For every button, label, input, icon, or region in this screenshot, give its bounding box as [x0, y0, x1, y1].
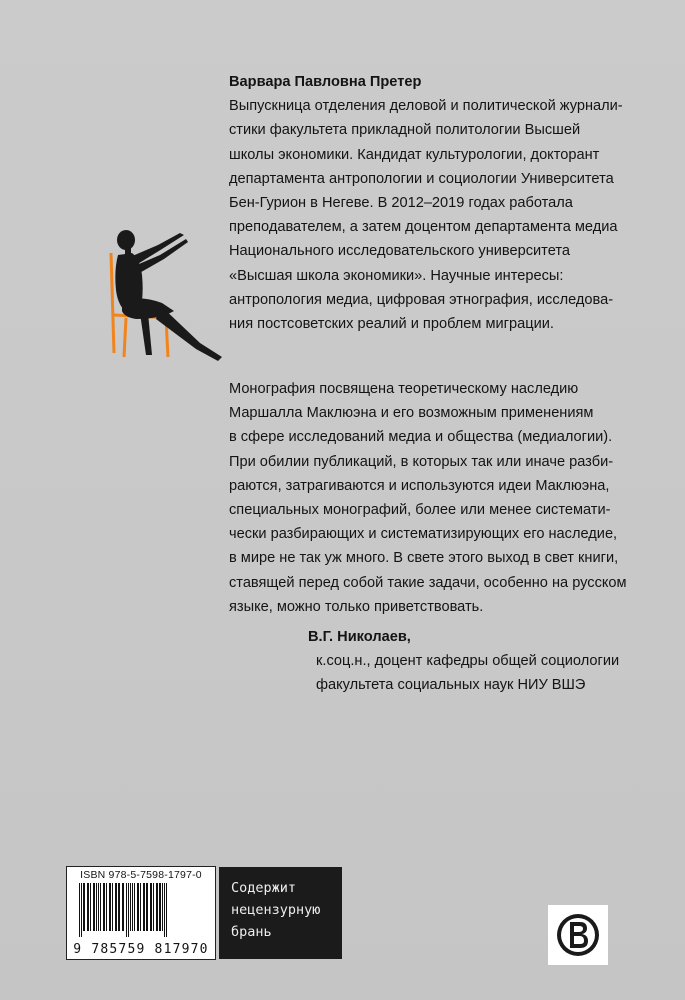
description-line: в мире не так уж много. В свете этого выход в свет книги,: [229, 550, 619, 567]
barcode-bar: [143, 883, 145, 931]
barcode-bar: [96, 883, 97, 931]
seated-figure-illustration: [100, 215, 240, 365]
description-line: специальных монографий, более или менее системати-: [229, 502, 611, 519]
description-line: ставящей перед собой такие задачи, особенно на русском: [229, 574, 627, 591]
barcode-bars: [77, 883, 205, 937]
barcode-bar: [79, 883, 80, 937]
hse-publisher-logo-icon: [548, 905, 608, 965]
barcode-bar: [166, 883, 167, 937]
bio-line: школы экономики. Кандидат культурологии, докторант: [229, 146, 600, 163]
author-section: [229, 70, 623, 336]
reviewer-affiliation: факультета социальных наук НИУ ВШЭ: [316, 677, 586, 693]
barcode-bar: [164, 883, 165, 937]
barcode-bar: [156, 883, 158, 931]
barcode-bar: [87, 883, 89, 931]
description-line: Монография посвящена теоретическому наследию: [229, 381, 579, 397]
description-line: раются, затрагиваются и используются идеи Маклюэна,: [229, 477, 610, 494]
warning-line: нецензурную: [231, 902, 321, 918]
barcode-bar: [112, 883, 113, 931]
bio-line: департамента антропологии и социологии Университета: [229, 170, 614, 187]
barcode-bar: [115, 883, 117, 931]
barcode-bar: [106, 883, 107, 931]
warning-line: брань: [231, 924, 272, 940]
description-line: Маршалла Маклюэна и его возможным применениям: [229, 405, 594, 422]
reviewer-signature: [308, 625, 619, 697]
barcode-digits: 9 785759 817970: [73, 942, 209, 957]
barcode-bar: [140, 883, 141, 931]
barcode-bar: [159, 883, 161, 931]
barcode-bar: [130, 883, 131, 931]
barcode-bar: [100, 883, 101, 931]
bio-line: антропология медиа, цифровая этнография, исследова-: [229, 291, 614, 308]
book-description: [229, 377, 627, 619]
bio-line: «Высшая школа экономики». Научные интересы:: [229, 267, 564, 284]
barcode-bar: [118, 883, 120, 931]
barcode-bar: [81, 883, 82, 937]
barcode-bar: [109, 883, 111, 931]
bio-line: Бен-Гурион в Негеве. В 2012–2019 годах работала: [229, 195, 573, 212]
bio-line: преподавателем, а затем доцентом департамента медиа: [229, 219, 618, 236]
bio-line: Выпускница отделения деловой и политической журнали-: [229, 98, 623, 115]
description-line: в сфере исследований медиа и общества (медиалогии).: [229, 429, 613, 446]
isbn-label: ISBN 978-5-7598-1797-0: [80, 869, 202, 881]
description-line: языке, можно только приветствовать.: [229, 598, 484, 615]
content-warning-label: [219, 867, 342, 959]
bio-line: Национального исследовательского университета: [229, 243, 570, 260]
reviewer-title: к.соц.н., доцент кафедры общей социологии: [316, 653, 620, 669]
barcode-bar: [128, 883, 129, 937]
description-line: При обилии публикаций, в которых так или иначе разби-: [229, 453, 614, 470]
barcode-bar: [132, 883, 133, 931]
barcode-bar: [150, 883, 152, 931]
barcode-bar: [162, 883, 163, 931]
author-name: Варвара Павловна Претер: [229, 74, 422, 90]
barcode-bar: [103, 883, 105, 931]
reviewer-name: В.Г. Николаев,: [308, 629, 411, 645]
barcode-bar: [93, 883, 95, 931]
bio-line: стики факультета прикладной политологии Высшей: [229, 122, 581, 139]
description-line: чески разбирающих и систематизирующих его наследие,: [229, 526, 618, 543]
isbn-barcode: [66, 866, 216, 960]
barcode-bar: [126, 883, 127, 937]
barcode-bar: [98, 883, 99, 931]
barcode-bar: [134, 883, 135, 931]
barcode-bar: [83, 883, 85, 931]
warning-line: Содержит: [231, 880, 297, 896]
barcode-bar: [122, 883, 124, 931]
bio-line: ния постсоветских реалий и проблем миграции.: [229, 316, 554, 333]
barcode-bar: [137, 883, 139, 931]
barcode-bar: [146, 883, 148, 931]
barcode-bar: [153, 883, 154, 931]
barcode-bar: [90, 883, 91, 931]
